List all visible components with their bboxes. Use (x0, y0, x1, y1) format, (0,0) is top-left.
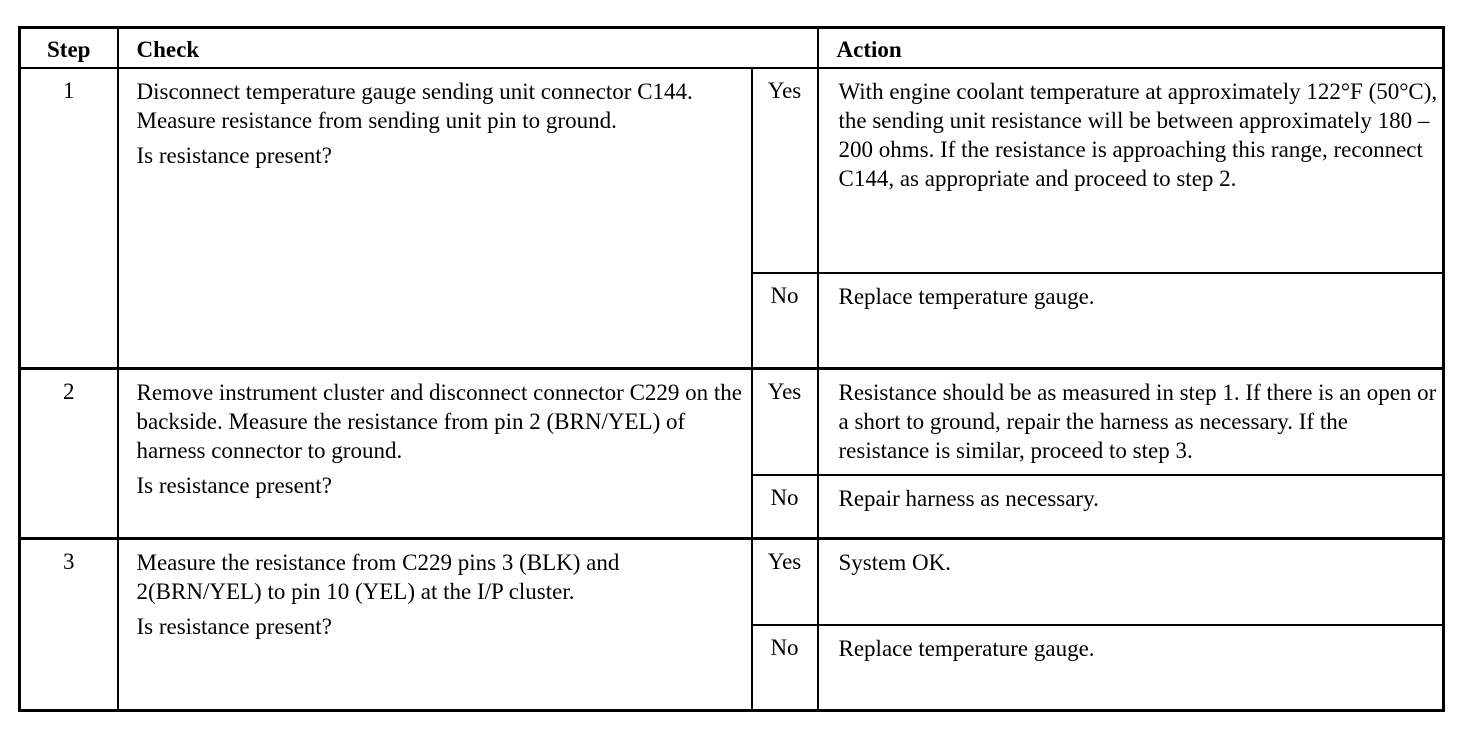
step-2-number: 2 (20, 369, 118, 539)
step-2-check (118, 369, 752, 539)
step-1-check (118, 68, 752, 369)
step-2-question: Is resistance present? (136, 473, 332, 498)
step-2-yes-row (20, 369, 1444, 475)
step-3-yes-row (20, 539, 1444, 625)
header-action: Action (818, 28, 1444, 68)
header-row (20, 28, 1444, 68)
step-2-yes-label: Yes (752, 369, 818, 475)
step-3-yes-label: Yes (752, 539, 818, 625)
step-3-question: Is resistance present? (136, 614, 332, 639)
step-1-yes-action: With engine coolant temperature at approximately 122°F (50°C), the sending unit resistance will be between approximately 180 – 200 ohms. If the resistance is approaching this range, reconnect C144, as appropriate and proceed to step 2. (818, 68, 1444, 273)
step-2-yes-action: Resistance should be as measured in step 1. If there is an open or a short to ground, repair the harness as necessary. If the resistance is similar, proceed to step 3. (818, 369, 1444, 475)
step-3-number: 3 (20, 539, 118, 711)
step-1-yes-row (20, 68, 1444, 273)
step-1-yes-label: Yes (752, 68, 818, 273)
step-1-check-text: Disconnect temperature gauge sending unit connector C144. Measure resistance from sending unit pin to ground. (136, 78, 693, 133)
step-3-yes-action: System OK. (818, 539, 1444, 625)
header-check: Check (118, 28, 818, 68)
step-3-check (118, 539, 752, 711)
step-1-question: Is resistance present? (136, 142, 332, 168)
step-1-no-action: Replace temperature gauge. (818, 273, 1444, 369)
step-3-check-text: Measure the resistance from C229 pins 3 (BLK) and 2(BRN/YEL) to pin 10 (YEL) at the I/P cluster. (136, 550, 620, 604)
step-2-no-label: No (752, 475, 818, 539)
header-step: Step (20, 28, 118, 68)
step-2-no-action: Repair harness as necessary. (818, 475, 1444, 539)
step-3-no-action: Replace temperature gauge. (818, 625, 1444, 711)
step-3-no-label: No (752, 625, 818, 711)
step-2-check-text: Remove instrument cluster and disconnect connector C229 on the backside. Measure the resistance from pin 2 (BRN/YEL) of harness connector to ground. (136, 380, 743, 463)
step-1-number: 1 (20, 68, 118, 369)
diagnostic-table (18, 26, 1445, 712)
step-1-no-label: No (752, 273, 818, 369)
